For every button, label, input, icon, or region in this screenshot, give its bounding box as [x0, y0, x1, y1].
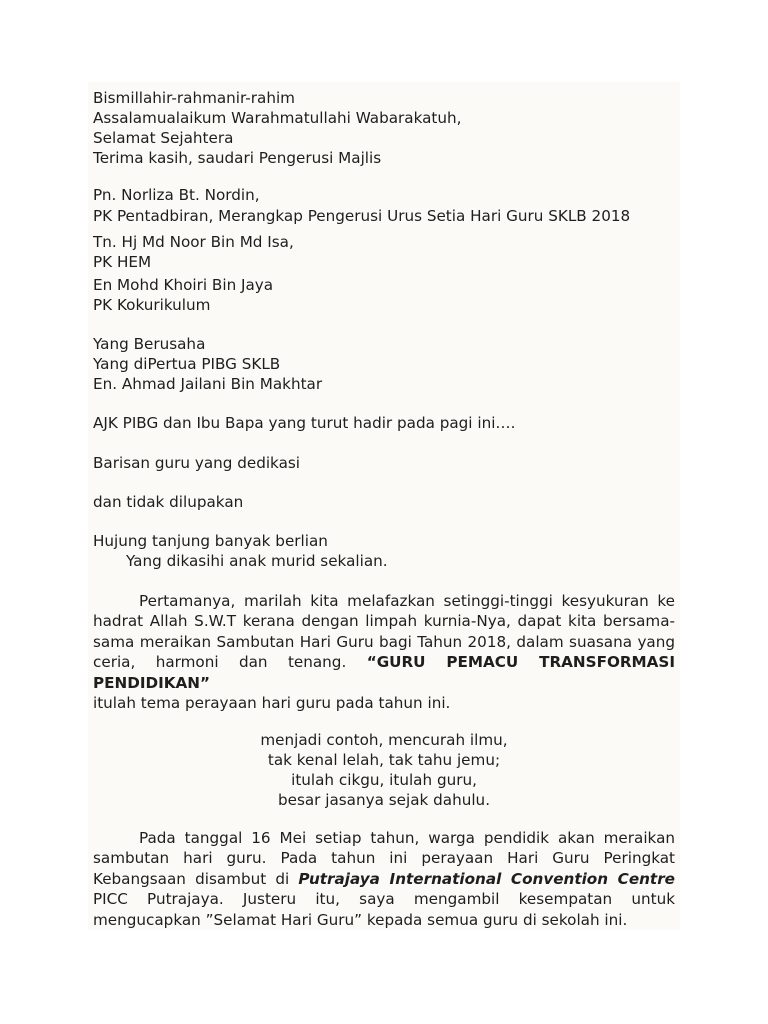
greeting-line-4: Terima kasih, saudari Pengerusi Majlis: [93, 149, 382, 167]
greeting-line-2: Assalamualaikum Warahmatullahi Wabarakatuh,: [93, 109, 462, 127]
dignitary-2-name: Tn. Hj Md Noor Bin Md Isa,: [93, 233, 294, 251]
dignitary-1-name: Pn. Norliza Bt. Nordin,: [93, 186, 260, 204]
dignitary-2-role: PK HEM: [93, 253, 152, 271]
pantun-line-2: Yang dikasihi anak murid sekalian.: [126, 552, 388, 570]
theme-open-quote: “: [366, 653, 377, 672]
theme-title: GURU PEMACU TRANSFORMASI PENDIDIKAN: [93, 653, 676, 692]
document-page: [88, 82, 680, 930]
poem-line-4: besar jasanya sejak dahulu.: [277, 791, 491, 809]
pibg-line-1: Yang Berusaha: [93, 335, 206, 353]
dignitary-3-name: En Mohd Khoiri Bin Jaya: [93, 276, 274, 294]
dignitary-3-role: PK Kokurikulum: [93, 296, 211, 314]
theme-close-quote: ”: [199, 673, 210, 692]
audience-ajk: AJK PIBG dan Ibu Bapa yang turut hadir pada pagi ini….: [93, 414, 516, 432]
paragraph-intro-text: Pertamanya, marilah kita melafazkan setinggi-tinggi kesyukuran ke hadrat Allah S.W.T kerana dengan limpah kurnia-Nya, dapat kita bersama-sama meraikan Sambutan Hari Guru bagi Tahun 2018, dalam suasana yang ceria, harmoni dan tenang.: [93, 592, 675, 672]
poem-line-3: itulah cikgu, itulah guru,: [291, 771, 477, 789]
greeting-line-1: Bismillahir-rahmanir-rahim: [93, 89, 295, 107]
pibg-line-2: Yang diPertua PIBG SKLB: [93, 355, 281, 373]
paragraph-intro: [93, 591, 675, 713]
pantun-line-1: Hujung tanjung banyak berlian: [93, 532, 328, 550]
audience-others: dan tidak dilupakan: [93, 493, 244, 511]
pibg-line-3: En. Ahmad Jailani Bin Makhtar: [93, 375, 323, 393]
dignitary-1-role: PK Pentadbiran, Merangkap Pengerusi Urus Setia Hari Guru SKLB 2018: [93, 207, 631, 225]
paragraph-teachers-day-text-2: PICC Putrajaya. Justeru itu, saya mengambil kesempatan untuk mengucapkan ”Selamat Hari Guru” kepada semua guru di sekolah ini.: [93, 890, 675, 929]
venue-name: Putrajaya International Convention Centre: [298, 869, 675, 888]
theme-caption: itulah tema perayaan hari guru pada tahun ini.: [93, 694, 451, 713]
greeting-line-3: Selamat Sejahtera: [93, 129, 234, 147]
poem-line-2: tak kenal lelah, tak tahu jemu;: [267, 751, 501, 769]
audience-teachers: Barisan guru yang dedikasi: [93, 454, 301, 472]
paragraph-teachers-day: [93, 828, 675, 930]
paragraph-teachers-day-text-1: Pada tanggal 16 Mei setiap tahun, warga pendidik akan meraikan sambutan hari guru. Pada tahun ini perayaan Hari Guru Peringkat Kebangsaan disambut di: [93, 829, 675, 888]
poem-line-1: menjadi contoh, mencurah ilmu,: [260, 731, 508, 749]
